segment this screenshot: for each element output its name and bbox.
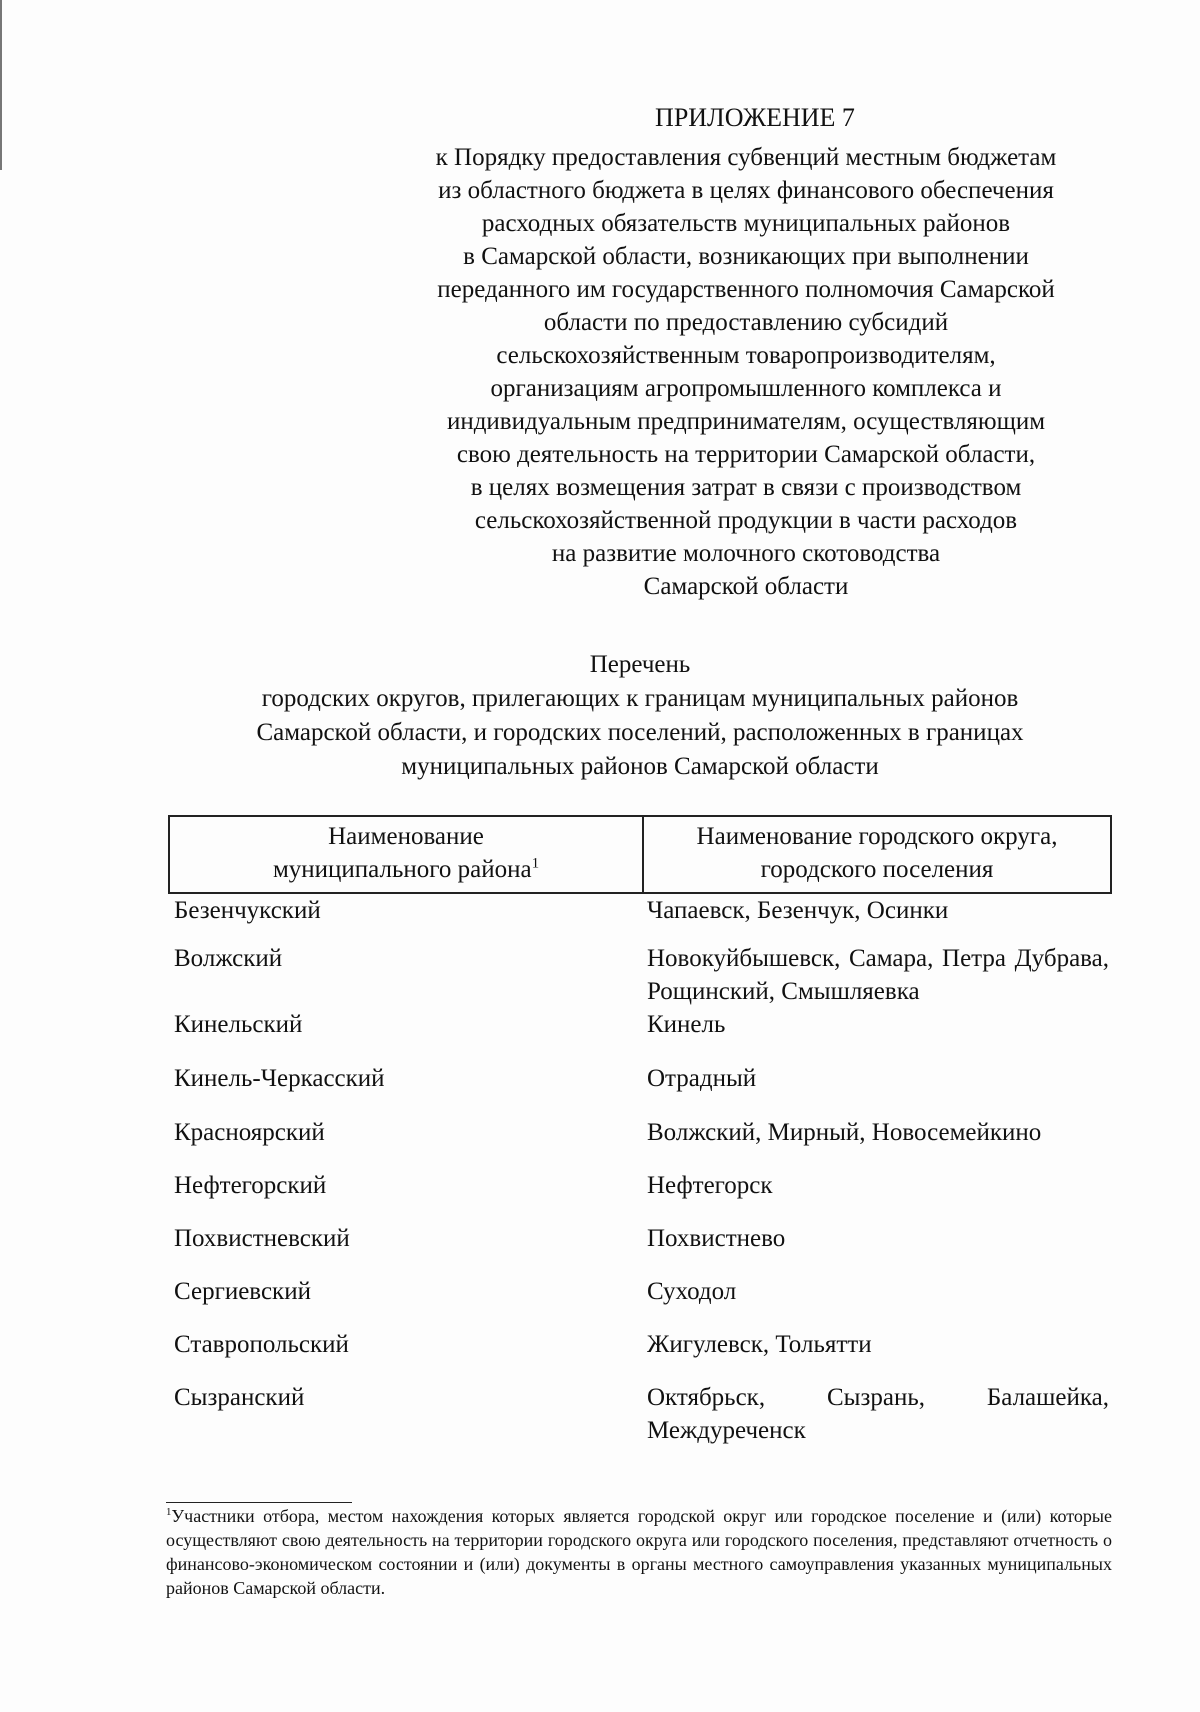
header-text: городского поселения: [760, 856, 994, 883]
appendix-line: в Самарской области, возникающих при выполнении: [463, 243, 1029, 270]
settlement-cell: Суходол: [647, 1278, 737, 1305]
table-row: [169, 1062, 1111, 1116]
scan-edge-line: [0, 0, 2, 170]
table-row: [169, 1275, 1111, 1328]
header-text: Наименование: [328, 823, 484, 850]
district-cell: Нефтегорский: [174, 1172, 327, 1199]
settlement-cell: Волжский, Мирный, Новосемейкино: [647, 1119, 1042, 1146]
column-header-settlement: [643, 816, 1111, 893]
appendix-line: организациям агропромышленного комплекса и: [490, 375, 1002, 402]
table-row: [169, 893, 1111, 942]
appendix-title: ПРИЛОЖЕНИЕ 7: [655, 103, 855, 132]
appendix-line: переданного им государственного полномочия Самарской: [437, 276, 1055, 303]
appendix-line: из областного бюджета в целях финансового обеспечения: [438, 177, 1054, 204]
appendix-line: индивидуальным предпринимателям, осуществляющим: [446, 408, 1046, 435]
table-header-row: [169, 816, 1111, 893]
settlement-cell: Новокуйбышевск, Самара, Петра Дубрава, Рощинский, Смышляевка: [647, 945, 1109, 1005]
header-text: Наименование городского округа,: [696, 823, 1058, 850]
list-heading: [150, 648, 1130, 784]
district-cell: Безенчукский: [174, 897, 321, 924]
settlement-cell: Чапаевск, Безенчук, Осинки: [647, 897, 949, 924]
settlement-cell: Октябрьск, Сызрань, Балашейка, Междуреченск: [647, 1384, 1109, 1444]
appendix-line: в целях возмещения затрат в связи с производством: [470, 474, 1022, 501]
table-row: [169, 1328, 1111, 1381]
list-heading-line: муниципальных районов Самарской области: [401, 753, 879, 780]
district-cell: Волжский: [174, 945, 283, 972]
district-cell: Сергиевский: [174, 1278, 311, 1305]
list-heading-line: Самарской области, и городских поселений, расположенных в границах: [256, 719, 1024, 746]
settlement-cell: Нефтегорск: [647, 1172, 773, 1199]
footnote: [166, 1504, 1112, 1600]
district-cell: Сызранский: [174, 1384, 305, 1411]
table-row: [169, 1381, 1111, 1447]
settlement-cell: Отрадный: [647, 1065, 757, 1092]
appendix-line: свою деятельность на территории Самарской области,: [456, 441, 1036, 468]
table-row: [169, 942, 1111, 1008]
appendix-line: Самарской области: [643, 573, 849, 600]
list-heading-line: городских округов, прилегающих к границам муниципальных районов: [261, 685, 1019, 712]
appendix-line: на развитие молочного скотоводства: [551, 540, 941, 567]
table-row: [169, 1116, 1111, 1169]
footnote-text: Участники отбора, местом нахождения которых является городской округ или городское поселение и (или) которые осуществляют свою деятельность на территории городского округа или городского поселения, представляют отчетность о финансово-экономическом состоянии и (или) документы в органы местного самоуправления указанных муниципальных районов Самарской области.: [166, 1506, 1112, 1598]
appendix-line: к Порядку предоставления субвенций местным бюджетам: [435, 144, 1057, 171]
district-cell: Похвистневский: [174, 1225, 350, 1252]
settlement-cell: Кинель: [647, 1011, 726, 1038]
settlement-cell: Жигулевск, Тольятти: [647, 1331, 872, 1358]
footnote-separator: [166, 1502, 352, 1503]
appendix-line: сельскохозяйственной продукции в части расходов: [474, 507, 1018, 534]
district-cell: Красноярский: [174, 1119, 325, 1146]
footnote-mark: 1: [166, 1506, 172, 1518]
table-row: [169, 1008, 1111, 1062]
appendix-line: сельскохозяйственным товаропроизводителям,: [496, 342, 996, 369]
header-text: муниципального района: [272, 856, 532, 883]
appendix-subtitle: [378, 141, 1114, 603]
settlement-cell: Похвистнево: [647, 1225, 786, 1252]
appendix-line: области по предоставлению субсидий: [543, 309, 949, 336]
district-cell: Кинельский: [174, 1011, 303, 1038]
district-cell: Кинель-Черкасский: [174, 1065, 385, 1092]
appendix-line: расходных обязательств муниципальных районов: [481, 210, 1011, 237]
footnote-mark: 1: [531, 855, 540, 872]
table-row: [169, 1169, 1111, 1222]
column-header-district: [169, 816, 643, 893]
list-title: Перечень: [589, 651, 691, 678]
district-cell: Ставропольский: [174, 1331, 349, 1358]
table-row: [169, 1222, 1111, 1275]
districts-table: [168, 815, 1112, 1447]
